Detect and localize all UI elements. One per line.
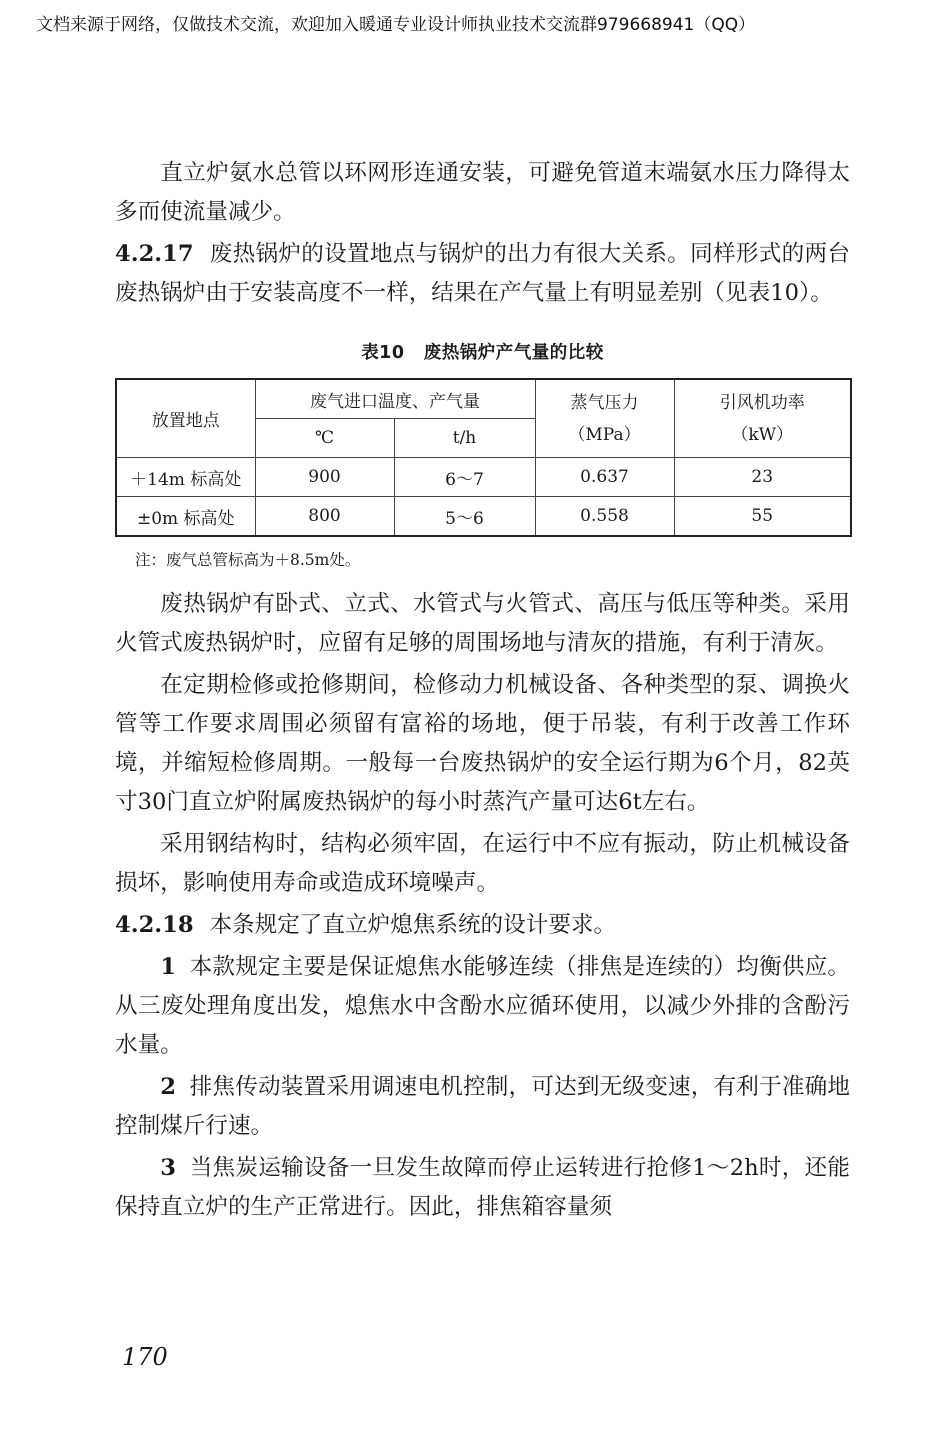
cell-temp: 800 <box>255 497 394 537</box>
cell-temp: 900 <box>255 458 394 497</box>
cell-fan: 55 <box>674 497 851 537</box>
section-text: 废热锅炉的设置地点与锅炉的出力有很大关系。同样形式的两台废热锅炉由于安装高度不一样，结果在产气量上有明显差别（见表10）。 <box>115 241 850 306</box>
item-number: 2 <box>160 1074 176 1100</box>
item-number: 1 <box>160 954 176 980</box>
page-number: 170 <box>122 1343 168 1371</box>
header-fan <box>674 379 851 458</box>
item-number: 3 <box>160 1155 176 1181</box>
header-flow-unit: t/h <box>394 419 535 458</box>
table-note: 注：废气总管标高为＋8.5m处。 <box>135 551 361 569</box>
item-text: 当焦炭运输设备一旦发生故障而停止运转进行抢修1～2h时，还能保持直立炉的生产正常进行。因此，排焦箱容量须 <box>115 1155 850 1220</box>
table-header-row <box>116 379 851 419</box>
cell-pressure: 0.558 <box>535 497 674 537</box>
document-body <box>115 154 850 1227</box>
watermark-banner: 文档来源于网络，仅做技术交流，欢迎加入暖通专业设计师执业技术交流群979668941（QQ） <box>36 15 756 35</box>
table-number: 表10 <box>361 343 405 363</box>
cell-flow: 5～6 <box>394 497 535 537</box>
list-item <box>115 1149 850 1227</box>
table-title: 废热锅炉产气量的比较 <box>423 343 604 363</box>
section-4-2-18 <box>115 906 850 945</box>
section-text: 本条规定了直立炉熄焦系统的设计要求。 <box>209 912 617 938</box>
cell-pressure: 0.637 <box>535 458 674 497</box>
header-pressure-label: 蒸气压力 <box>570 392 639 413</box>
header-fan-unit: （kW） <box>731 424 794 445</box>
table-row <box>116 497 851 537</box>
list-item <box>115 1068 850 1146</box>
header-fan-label: 引风机功率 <box>719 392 805 413</box>
table-row <box>116 458 851 497</box>
cell-location: ＋14m 标高处 <box>116 458 255 497</box>
cell-fan: 23 <box>674 458 851 497</box>
section-number: 4.2.17 <box>115 241 194 267</box>
paragraph-boiler-types: 废热锅炉有卧式、立式、水管式与火管式、高压与低压等种类。采用火管式废热锅炉时，应留有足够的周围场地与清灰的措施，有利于清灰。 <box>115 591 850 656</box>
header-location: 放置地点 <box>116 379 255 458</box>
paragraph-intro: 直立炉氨水总管以环网形连通安装，可避免管道末端氨水压力降得太多而使流量减少。 <box>115 160 850 225</box>
list-item <box>115 948 850 1065</box>
cell-location: ±0m 标高处 <box>116 497 255 537</box>
item-text: 本款规定主要是保证熄焦水能够连续（排焦是连续的）均衡供应。从三废处理角度出发，熄焦水中含酚水应循环使用，以减少外排的含酚污水量。 <box>115 954 850 1058</box>
header-pressure-unit: （MPa） <box>568 424 641 445</box>
boiler-comparison-table <box>115 378 852 537</box>
section-4-2-17 <box>115 235 850 313</box>
header-exhaust: 废气进口温度、产气量 <box>255 379 535 419</box>
header-temp-unit: ℃ <box>255 419 394 458</box>
table-caption <box>115 339 850 364</box>
item-text: 排焦传动装置采用调速电机控制，可达到无级变速，有利于准确地控制煤斤行速。 <box>115 1074 850 1139</box>
header-pressure <box>535 379 674 458</box>
section-number: 4.2.18 <box>115 912 194 938</box>
paragraph-steel-structure: 采用钢结构时，结构必须牢固，在运行中不应有振动，防止机械设备损坏，影响使用寿命或造成环境噪声。 <box>115 831 850 896</box>
cell-flow: 6～7 <box>394 458 535 497</box>
paragraph-maintenance: 在定期检修或抢修期间，检修动力机械设备、各种类型的泵、调换火管等工作要求周围必须留有富裕的场地，便于吊装，有利于改善工作环境，并缩短检修周期。一般每一台废热锅炉的安全运行期为6个月，82英寸30门直立炉附属废热锅炉的每小时蒸汽产量可达6t左右。 <box>115 672 850 815</box>
